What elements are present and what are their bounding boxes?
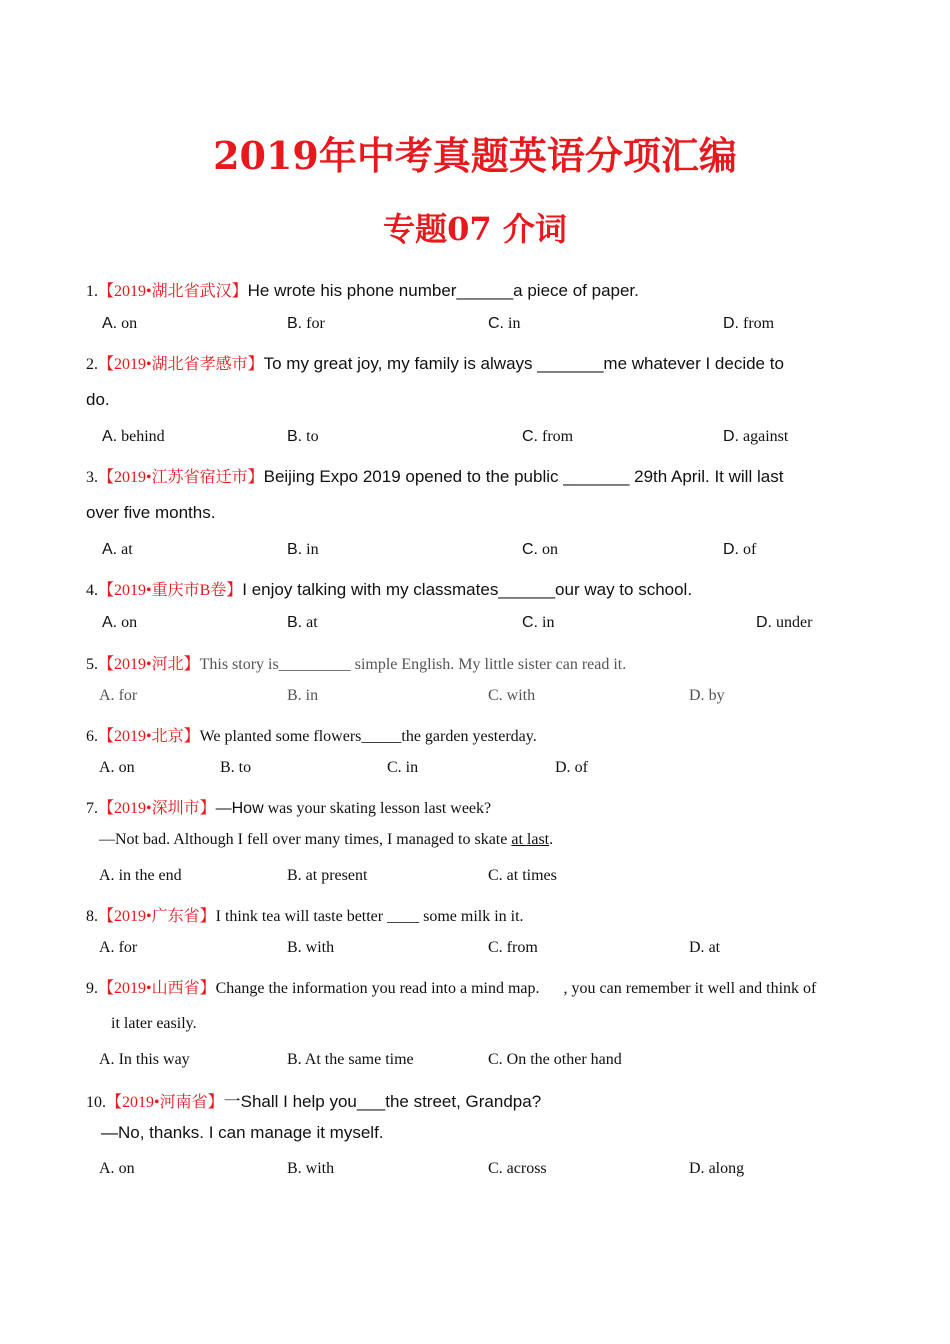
question-number: 10. — [86, 1094, 106, 1111]
option-d: D. against — [723, 428, 789, 445]
option-a: A. In this way — [99, 1051, 190, 1068]
question-text: I enjoy talking with my classmates______our way to school. — [242, 580, 693, 599]
option-a: A. on — [99, 759, 135, 776]
option-b: B. in — [287, 541, 319, 558]
option-b: B. for — [287, 315, 325, 332]
question-source: 【2019•河南省】 — [106, 1094, 224, 1111]
question-text-continued: it later easily. — [111, 1015, 197, 1032]
question-1 — [86, 278, 639, 301]
question-source: 【2019•江苏省宿迁市】 — [98, 469, 264, 486]
option-b: B. in — [287, 687, 319, 704]
question-text: 一Shall I help you___the street, Grandpa? — [223, 1092, 542, 1111]
option-c: C. at times — [488, 867, 557, 884]
question-text: This story is_________ simple English. My little sister can read it. — [199, 656, 627, 673]
question-text: We planted some flowers_____the garden yesterday. — [199, 728, 537, 745]
question-source: 【2019•重庆市B卷】 — [98, 582, 243, 599]
option-c: C. from — [522, 428, 574, 445]
question-text-continued: do. — [86, 390, 110, 409]
option-c: C. On the other hand — [488, 1051, 622, 1068]
option-c: C. from — [488, 939, 538, 956]
option-a: A. behind — [102, 428, 165, 445]
question-7 — [86, 795, 491, 818]
document-title: 2019年中考真题英语分项汇编 — [213, 133, 737, 178]
option-b: B. at present — [287, 867, 368, 884]
question-6 — [86, 723, 537, 746]
question-10 — [86, 1087, 541, 1112]
option-a: A. for — [99, 687, 138, 704]
question-source: 【2019•山西省】 — [98, 980, 216, 997]
option-b: B. with — [287, 939, 335, 956]
option-c: C. on — [522, 541, 558, 558]
question-text: was your skating lesson last week? — [263, 800, 492, 817]
question-text: Beijing Expo 2019 opened to the public _______ 29th April. It will last — [263, 467, 784, 486]
option-d: D. by — [689, 687, 725, 704]
question-3 — [86, 464, 783, 487]
question-number: 3. — [86, 469, 98, 486]
option-b: B. to — [220, 759, 252, 776]
option-c: C. across — [488, 1160, 547, 1177]
option-d: D. of — [555, 759, 588, 776]
question-reply: —Not bad. Although I fell over many times, I managed to skate at last. — [99, 831, 554, 848]
option-b: B. to — [287, 428, 319, 445]
question-source: 【2019•北京】 — [98, 728, 200, 745]
question-source: 【2019•湖北省孝感市】 — [98, 356, 264, 373]
question-number: 7. — [86, 800, 98, 817]
question-text: Change the information you read into a mind map. , you can remember it well and think of — [215, 980, 817, 997]
option-c: C. in — [522, 614, 555, 631]
option-d: D. under — [756, 614, 813, 631]
question-number: 5. — [86, 656, 98, 673]
question-text: To my great joy, my family is always _______me whatever I decide to — [263, 354, 784, 373]
question-number: 1. — [86, 283, 98, 300]
option-a: A. for — [99, 939, 138, 956]
option-d: D. from — [723, 315, 775, 332]
underlined-phrase: at last — [511, 831, 550, 848]
option-c: C. in — [488, 315, 521, 332]
question-text-continued: over five months. — [86, 503, 216, 522]
document-subtitle: 专题07 介词 — [383, 210, 567, 248]
question-2 — [86, 351, 784, 374]
option-b: B. with — [287, 1160, 335, 1177]
option-c: C. with — [488, 687, 536, 704]
option-b: B. At the same time — [287, 1051, 414, 1068]
question-number: 4. — [86, 582, 98, 599]
question-source: 【2019•深圳市】 — [98, 800, 216, 817]
question-text: He wrote his phone number______a piece of paper. — [247, 281, 639, 300]
question-text: I think tea will taste better ____ some milk in it. — [215, 908, 524, 925]
question-source: 【2019•河北】 — [98, 656, 200, 673]
option-a: A. at — [102, 541, 133, 558]
question-8 — [86, 903, 524, 926]
question-number: 2. — [86, 356, 98, 373]
question-source: 【2019•湖北省武汉】 — [98, 283, 248, 300]
option-d: D. of — [723, 541, 757, 558]
question-number: 8. — [86, 908, 98, 925]
question-text: —How — [215, 800, 264, 817]
option-d: D. along — [689, 1160, 745, 1177]
option-a: A. on — [99, 1160, 135, 1177]
option-a: A. on — [102, 614, 138, 631]
question-number: 9. — [86, 980, 98, 997]
question-5 — [86, 651, 626, 674]
option-a: A. on — [102, 315, 138, 332]
question-4 — [86, 577, 692, 600]
option-a: A. in the end — [99, 867, 182, 884]
option-b: B. at — [287, 614, 318, 631]
question-source: 【2019•广东省】 — [98, 908, 216, 925]
question-reply: —No, thanks. I can manage it myself. — [101, 1123, 384, 1142]
option-c: C. in — [387, 759, 419, 776]
question-number: 6. — [86, 728, 98, 745]
question-9 — [86, 975, 816, 998]
option-d: D. at — [689, 939, 721, 956]
